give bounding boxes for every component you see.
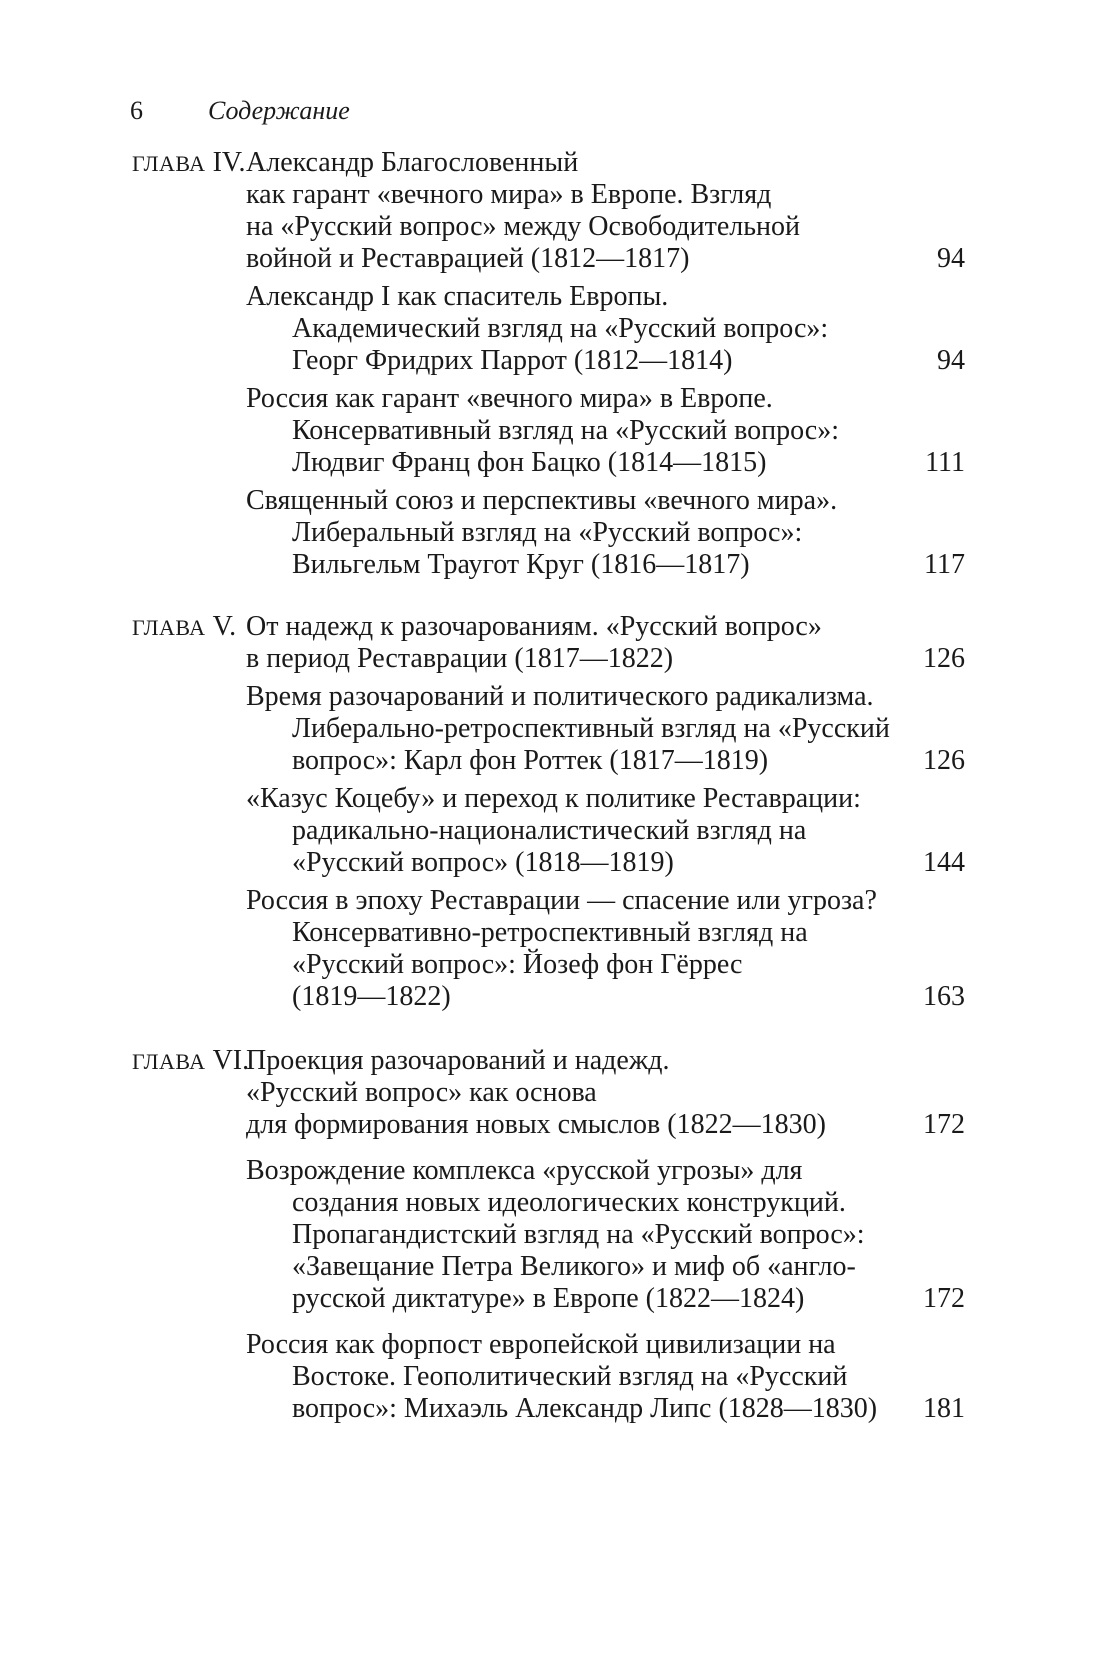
chapter-title-line: для формирования новых смыслов (1822—1830) [246, 1109, 826, 1140]
section-line: Либеральный взгляд на «Русский вопрос»: [292, 517, 803, 548]
section-line: Академический взгляд на «Русский вопрос»: [292, 313, 829, 344]
section-line: Людвиг Франц фон Бацко (1814—1815) [292, 447, 767, 478]
section-line: Востоке. Геополитический взгляд на «Русский [292, 1361, 848, 1392]
section-line: Пропагандистский взгляд на «Русский вопрос»: [292, 1219, 865, 1250]
section-page: 117 [924, 549, 965, 580]
running-head: Содержание [208, 96, 350, 125]
section-page: 181 [923, 1393, 965, 1424]
section-line: Возрождение комплекса «русской угрозы» для [246, 1155, 803, 1186]
section-line: (1819—1822) [292, 981, 451, 1012]
section-line: «Казус Коцебу» и переход к политике Реставрации: [246, 783, 861, 814]
section-line: «Русский вопрос» (1818—1819) [292, 847, 674, 878]
section-line: Россия как гарант «вечного мира» в Европе. [246, 383, 773, 414]
chapter-title-line: Александр Благословенный [246, 147, 579, 178]
section-line: вопрос»: Карл фон Роттек (1817—1819) [292, 745, 769, 776]
page-number: 6 [130, 96, 143, 125]
section-line: создания новых идеологических конструкций. [292, 1187, 846, 1218]
chapter-label: ГЛАВА VI. [132, 1045, 250, 1076]
chapter-title-line: на «Русский вопрос» между Освободительной [246, 211, 801, 242]
section-line: Священный союз и перспективы «вечного мира». [246, 485, 838, 516]
section-page: 111 [925, 447, 965, 478]
section-page: 94 [937, 345, 965, 376]
chapter-page: 126 [923, 643, 965, 674]
section-line: Россия как форпост европейской цивилизации на [246, 1329, 836, 1360]
chapter-title-line: «Русский вопрос» как основа [246, 1077, 597, 1108]
section-line: Вильгельм Траугот Круг (1816—1817) [292, 549, 750, 580]
section-line: Георг Фридрих Паррот (1812—1814) [292, 345, 733, 376]
section-line: «Завещание Петра Великого» и миф об «англо- [292, 1251, 856, 1282]
section-page: 126 [923, 745, 965, 776]
chapter-title-line: От надежд к разочарованиям. «Русский вопрос» [246, 611, 822, 642]
section-line: Россия в эпоху Реставрации — спасение или угроза? [246, 885, 877, 916]
section-line: вопрос»: Михаэль Александр Липс (1828—1830) [292, 1393, 878, 1424]
section-page: 144 [923, 847, 965, 878]
section-page: 163 [923, 981, 965, 1012]
chapter-label: ГЛАВА V. [132, 611, 237, 642]
chapter-title-line: как гарант «вечного мира» в Европе. Взгляд [246, 179, 772, 210]
section-line: Консервативно-ретроспективный взгляд на [292, 917, 808, 948]
section-line: радикально-националистический взгляд на [292, 815, 807, 846]
chapter-title-line: войной и Реставрацией (1812—1817) [246, 243, 690, 274]
section-line: Либерально-ретроспективный взгляд на «Русский [292, 713, 890, 744]
section-line: русской диктатуре» в Европе (1822—1824) [292, 1283, 805, 1314]
chapter-page: 172 [923, 1109, 965, 1140]
chapter-title-line: Проекция разочарований и надежд. [246, 1045, 670, 1076]
section-page: 172 [923, 1283, 965, 1314]
chapter-page: 94 [937, 243, 965, 274]
chapter-label: ГЛАВА IV. [132, 147, 246, 178]
chapter-title-line: в период Реставрации (1817—1822) [246, 643, 674, 674]
section-line: Александр I как спаситель Европы. [246, 281, 669, 312]
section-line: «Русский вопрос»: Йозеф фон Гёррес [292, 949, 743, 980]
section-line: Время разочарований и политического радикализма. [246, 681, 874, 712]
section-line: Консервативный взгляд на «Русский вопрос»: [292, 415, 840, 446]
